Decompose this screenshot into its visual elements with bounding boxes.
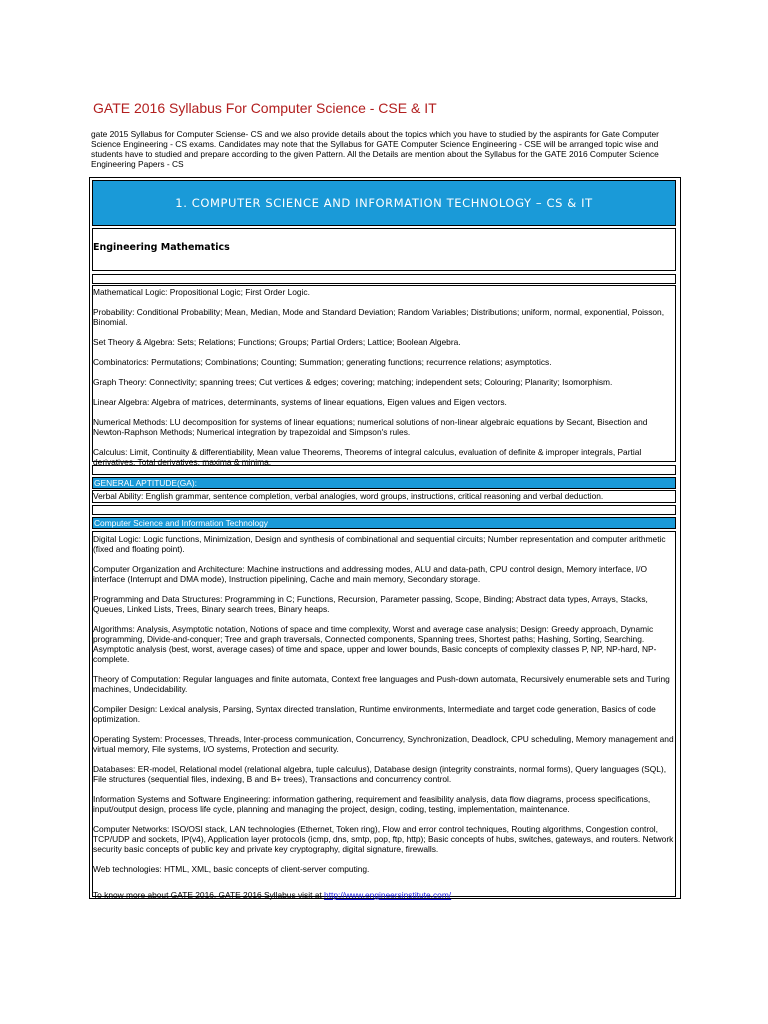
footer-text: To know more about GATE 2016, GATE 2016 Syllabus visit at xyxy=(93,890,325,900)
topic-item: Computer Organization and Architecture: Machine instructions and addressing modes, ALU and data-path, CPU control design, Memory interface, I/O interface (Interrupt and DMA mode), Instruction pipelining, Cache and main memory, Secondary storage. xyxy=(93,564,647,584)
topic-item: Databases: ER-model, Relational model (relational algebra, tuple calculus), Database design (integrity constraints, normal forms), Query languages (SQL), File structures (sequential files, indexing, B and B+ trees), Transactions and concurrency control. xyxy=(93,764,667,784)
topic-item: Mathematical Logic: Propositional Logic; First Order Logic. xyxy=(93,287,310,297)
verbal-ability-text: Verbal Ability: English grammar, sentence completion, verbal analogies, word groups, instructions, critical reasoning and verbal deduction. xyxy=(92,490,676,503)
doc-title: GATE 2016 Syllabus For Computer Science - CSE & IT xyxy=(93,100,437,116)
cs-it-heading: Computer Science and Information Technology xyxy=(92,517,676,529)
cs-it-topics xyxy=(92,531,676,900)
engineering-math-topics xyxy=(92,285,676,467)
topic-item: Programming and Data Structures: Programming in C; Functions, Recursion, Parameter passing, Scope, Binding; Abstract data types, Arrays, Stacks, Queues, Linked Lists, Trees, Binary search trees, Binary heaps. xyxy=(93,594,648,614)
topic-item: Set Theory & Algebra: Sets; Relations; Functions; Groups; Partial Orders; Lattice; Boolean Algebra. xyxy=(93,337,461,347)
spacer-row xyxy=(92,505,676,515)
general-aptitude-heading: GENERAL APTITUDE(GA): xyxy=(92,477,676,489)
engineering-math-heading: Engineering Mathematics xyxy=(92,228,676,271)
topic-item: Digital Logic: Logic functions, Minimization, Design and synthesis of combinational and sequential circuits; Number representation and computer arithmetic (fixed and floating point). xyxy=(93,534,666,554)
topic-item: Algorithms: Analysis, Asymptotic notation, Notions of space and time complexity, Worst and average case analysis; Design: Greedy approach, Dynamic programming, Divide-and-conquer; Tree and graph traversals, Connected components, Spanning trees, Shortest paths; Hashing, Sorting, Searching. Asymptotic analysis (best, worst, average cases) of time and space, upper and lower bounds, Basic concepts of complexity classes P, NP, NP-hard, NP-complete. xyxy=(93,624,657,664)
topic-item: Compiler Design: Lexical analysis, Parsing, Syntax directed translation, Runtime environments, Intermediate and target code generation, Basics of code optimization. xyxy=(93,704,656,724)
topic-item: Operating System: Processes, Threads, Inter-process communication, Concurrency, Synchronization, Deadlock, CPU scheduling, Memory management and virtual memory, File systems, I/O systems, Protection and security. xyxy=(93,734,674,754)
topic-item: Web technologies: HTML, XML, basic concepts of client-server computing. xyxy=(93,864,370,874)
topic-item: Numerical Methods: LU decomposition for systems of linear equations; numerical solutions of non-linear algebraic equations by Secant, Bisection and Newton-Raphson Methods; Numerical integration by trapezoidal and Simpson's rules. xyxy=(93,417,648,437)
spacer-row xyxy=(92,465,676,475)
spacer-row xyxy=(92,274,676,284)
topic-item: Theory of Computation: Regular languages and finite automata, Context free languages and Push-down automata, Recursively enumerable sets and Turing machines, Undecidability. xyxy=(93,674,670,694)
engineers-institute-link[interactable]: http://www.engineersinstitute.com/ xyxy=(324,890,452,900)
topic-item: Probability: Conditional Probability; Mean, Median, Mode and Standard Deviation; Random Variables; Distributions; uniform, normal, exponential, Poisson, Binomial. xyxy=(93,307,665,327)
topic-item: Computer Networks: ISO/OSI stack, LAN technologies (Ethernet, Token ring), Flow and error control techniques, Routing algorithms, Congestion control, TCP/UDP and sockets, IP(v4), Application layer protocols (icmp, dns, smtp, pop, ftp, http); Basic concepts of hubs, switches, gateways, and routers. Network security basic concepts of public key and private key cryptography, digital signature, firewalls. xyxy=(93,824,674,854)
section-banner: 1. COMPUTER SCIENCE AND INFORMATION TECHNOLOGY – CS & IT xyxy=(92,180,676,226)
topic-item: Information Systems and Software Engineering: information gathering, requirement and feasibility analysis, data flow diagrams, process specifications, input/output design, process life cycle, planning and managing the project, design, coding, testing, implementation, maintenance. xyxy=(93,794,651,814)
topic-item: Graph Theory: Connectivity; spanning trees; Cut vertices & edges; covering; matching; independent sets; Colouring; Planarity; Isomorphism. xyxy=(93,377,613,387)
intro-paragraph: gate 2015 Syllabus for Computer Sciense- CS and we also provide details about the topics which you have to studied by the aspirants for Gate Computer Science Engineering - CS exams. Candidates may note that the Syllabus for GATE Computer Science Engineering - CSE will be arranged topic wise and students have to studied and prepare according to the given Pattern. All the Details are mention about the Syllabus for the GATE 2016 Computer Science Engineering Papers - CS xyxy=(91,129,659,169)
topic-item: Combinatorics: Permutations; Combinations; Counting; Summation; generating functions; recurrence relations; asymptotics. xyxy=(93,357,552,367)
topic-item: Calculus: Limit, Continuity & differentiability, Mean value Theorems, Theorems of integral calculus, evaluation of definite & improper integrals, Partial derivatives, Total derivatives, maxima & minima. xyxy=(93,447,642,467)
footer-line xyxy=(93,890,675,900)
topic-item: Linear Algebra: Algebra of matrices, determinants, systems of linear equations, Eigen values and Eigen vectors. xyxy=(93,397,507,407)
